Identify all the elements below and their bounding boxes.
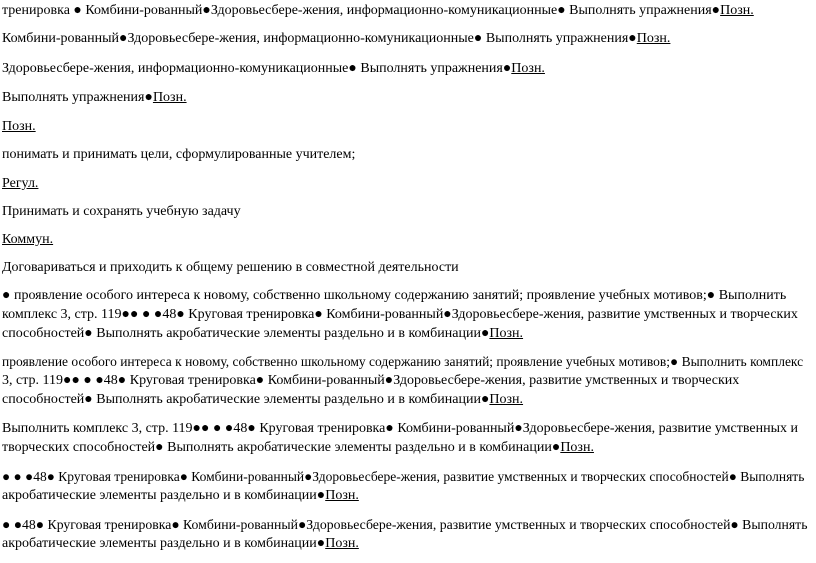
line-text: Договариваться и приходить к общему решению в совместной деятельности: [2, 260, 459, 275]
paragraph-line-text: способностей● Выполнять акробатические элементы раздельно и в комбинации●: [2, 326, 490, 341]
subject-abbrev: Позн.: [325, 536, 359, 551]
text-line: [2, 259, 459, 276]
paragraph-line: [2, 439, 594, 456]
subject-abbrev: Позн.: [489, 392, 524, 407]
subject-abbrev: Позн.: [489, 326, 524, 341]
paragraph-line: Выполнить комплекс 3, стр. 119●● ● ●48● Круговая тренировка● Комбини-рованный●Здоровьесбере-жения, развитие умственных и: [2, 421, 798, 436]
text-line: [2, 2, 754, 19]
paragraph-line: ● проявление особого интереса к новому, собственно школьному содержанию занятий; проявление учебных мотивов;● Выполнить: [2, 288, 787, 303]
paragraph-line: ● ● ●48● Круговая тренировка● Комбини-рованный●Здоровьесбере-жения, развитие умственных и творческих способностей● Выполнять: [2, 469, 805, 484]
subject-abbrev: Позн.: [325, 488, 359, 503]
line-text: Комбини-рованный●Здоровьесбере-жения, информационно-комуникационные● Выполнять упражнения●: [2, 31, 637, 46]
subject-abbrev: Позн.: [152, 90, 187, 105]
paragraph-line-text: творческих способностей● Выполнять акробатические элементы раздельно и в комбинации●: [2, 440, 561, 455]
text-line: [2, 89, 187, 106]
paragraph-line: 3, стр. 119●● ● ●48● Круговая тренировка● Комбини-рованный●Здоровьесбере-жения, развитие умственных и творческих: [2, 373, 740, 388]
subject-abbrev: Позн.: [2, 119, 36, 134]
line-text: Здоровьесбере-жения, информационно-комуникационные● Выполнять упражнения●: [2, 61, 512, 76]
text-line: [2, 203, 241, 220]
paragraph-line: проявление особого интереса к новому, собственно школьному содержанию занятий; проявление учебных мотивов;● Выполнить комплекс: [2, 354, 804, 369]
paragraph-line: ● ●48● Круговая тренировка● Комбини-рованный●Здоровьесбере-жения, развитие умственных и творческих способностей● Выполнять: [2, 517, 808, 532]
subject-abbrev: Позн.: [511, 61, 545, 76]
line-text: тренировка ● Комбини-рованный●Здоровьесбере-жения, информационно-комуникационные● Выполнять упражнения●: [2, 3, 721, 18]
paragraph-line: комплекс 3, стр. 119●● ● ●48● Круговая тренировка● Комбини-рованный●Здоровьесбере-жения, развитие умственных и творческих: [2, 307, 798, 322]
line-text: Выполнять упражнения●: [2, 90, 153, 105]
paragraph-line: [2, 535, 359, 552]
line-text: Принимать и сохранять учебную задачу: [2, 204, 241, 219]
paragraph-line: [2, 391, 523, 408]
subject-abbrev: Коммун.: [2, 232, 54, 247]
subject-abbrev: Позн.: [636, 31, 671, 46]
paragraph-line-text: акробатические элементы раздельно и в комбинации●: [2, 536, 326, 551]
text-line: [2, 30, 670, 47]
paragraph-line: [2, 325, 523, 342]
paragraph-line: [2, 487, 359, 504]
text-line: [2, 118, 36, 135]
subject-abbrev: Регул.: [2, 176, 39, 191]
subject-abbrev: Позн.: [720, 3, 754, 18]
text-line: [2, 60, 545, 77]
paragraph-line-text: способностей● Выполнять акробатические элементы раздельно и в комбинации●: [2, 392, 490, 407]
text-line: [2, 146, 355, 163]
text-line: [2, 231, 53, 248]
subject-abbrev: Позн.: [560, 440, 594, 455]
paragraph-line-text: акробатические элементы раздельно и в комбинации●: [2, 488, 326, 503]
text-line: [2, 175, 38, 192]
line-text: понимать и принимать цели, сформулированные учителем;: [2, 147, 356, 162]
